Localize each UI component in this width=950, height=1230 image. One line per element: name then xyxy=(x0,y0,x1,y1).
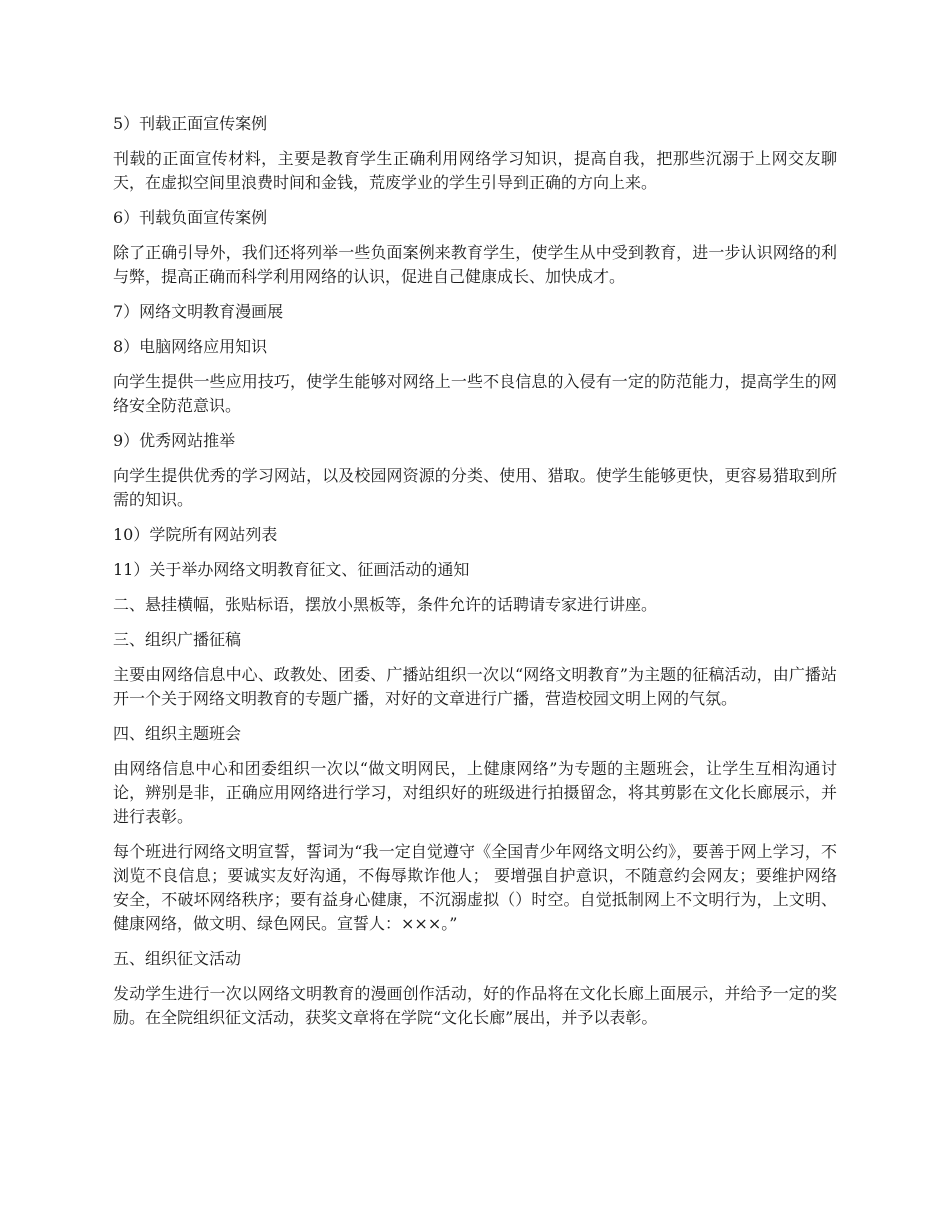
paragraph-positive-cases: 刊载的正面宣传材料，主要是教育学生正确利用网络学习知识，提高自我，把那些沉溺于上网交友聊天，在虚拟空间里浪费时间和金钱，荒废学业的学生引导到正确的方向上来。 xyxy=(113,149,837,192)
section-heading-8: 8）电脑网络应用知识 xyxy=(113,337,268,356)
section-heading-two: 二、悬挂横幅，张贴标语，摆放小黑板等，条件允许的话聘请专家进行讲座。 xyxy=(113,595,658,614)
paragraph-oath: 每个班进行网络文明宣誓，誓词为“我一定自觉遵守《全国青少年网络文明公约》，要善于网上学习，不浏览不良信息；要诚实友好沟通，不侮辱欺诈他人； 要增强自护意识，不随意约会网友；要维护网络安全，不破坏网络秩序；要有益身心健康，不沉溺虚拟（）时空。自觉抵制网上不文明行为，上文明、健康网络，做文明、绿色网民。宣誓人：×××。” xyxy=(113,842,837,933)
paragraph-class-meeting: 由网络信息中心和团委组织一次以“做文明网民，上健康网络”为专题的主题班会，让学生互相沟通讨论，辨别是非，正确应用网络进行学习，对组织好的班级进行拍摄留念，将其剪影在文化长廊展示，并进行表彰。 xyxy=(113,759,837,826)
paragraph-essay-contest: 发动学生进行一次以网络文明教育的漫画创作活动，好的作品将在文化长廊上面展示，并给予一定的奖励。在全院组织征文活动，获奖文章将在学院“文化长廊”展出，并予以表彰。 xyxy=(113,984,837,1027)
section-heading-three: 三、组织广播征稿 xyxy=(113,630,242,649)
section-heading-6: 6）刊载负面宣传案例 xyxy=(113,208,268,227)
section-heading-5: 5）刊载正面宣传案例 xyxy=(113,114,268,133)
section-heading-four: 四、组织主题班会 xyxy=(113,724,242,743)
section-heading-7: 7）网络文明教育漫画展 xyxy=(113,302,284,321)
section-heading-9: 9）优秀网站推举 xyxy=(113,431,236,450)
section-heading-five: 五、组织征文活动 xyxy=(113,949,242,968)
paragraph-broadcast: 主要由网络信息中心、政教处、团委、广播站组织一次以“网络文明教育”为主题的征稿活动，由广播站开一个关于网络文明教育的专题广播，对好的文章进行广播，营造校园文明上网的气氛。 xyxy=(113,665,837,708)
paragraph-negative-cases: 除了正确引导外，我们还将列举一些负面案例来教育学生，使学生从中受到教育，进一步认识网络的利与弊，提高正确而科学利用网络的认识，促进自己健康成长、加快成才。 xyxy=(113,243,837,286)
paragraph-network-knowledge: 向学生提供一些应用技巧，使学生能够对网络上一些不良信息的入侵有一定的防范能力，提高学生的网络安全防范意识。 xyxy=(113,372,837,415)
section-heading-10: 10）学院所有网站列表 xyxy=(113,525,278,544)
paragraph-website-recommendation: 向学生提供优秀的学习网站，以及校园网资源的分类、使用、猎取。使学生能够更快，更容易猎取到所需的知识。 xyxy=(113,466,837,509)
section-heading-11: 11）关于举办网络文明教育征文、征画活动的通知 xyxy=(113,560,470,579)
